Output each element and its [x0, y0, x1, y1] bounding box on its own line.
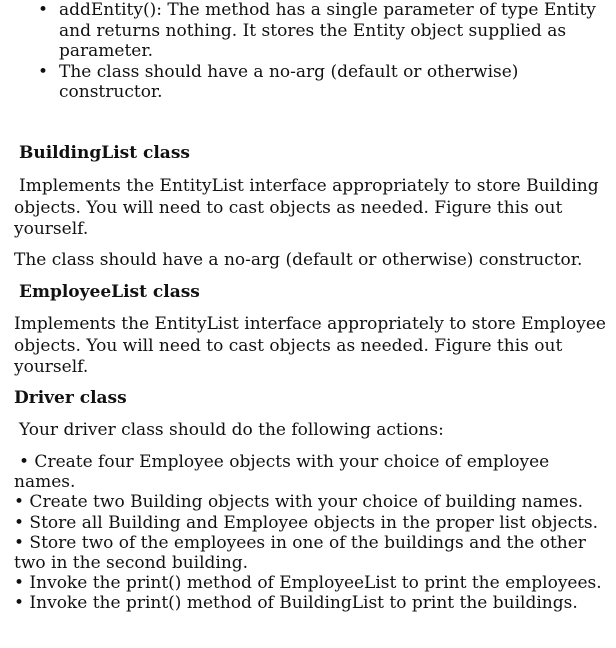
driver-intro: Your driver class should do the following actions: — [19, 420, 444, 440]
action-line: • Invoke the print() method of EmployeeList to print the employees. — [14, 573, 602, 594]
buildinglist-description — [14, 176, 604, 241]
top-bullet-list — [38, 0, 603, 103]
text-line: objects. You will need to cast objects as needed. Figure this out — [14, 335, 563, 356]
text-line: yourself. — [14, 219, 89, 239]
action-line: • Create two Building objects with your choice of building names. — [14, 492, 584, 513]
action-line: • Store all Building and Employee objects in the proper list objects. — [14, 512, 599, 533]
text-line: Implements the EntityList interface appropriately to store Building — [19, 176, 599, 196]
list-item-add-entity — [38, 0, 603, 62]
text-line: • The class should have a no-arg (default or otherwise) — [59, 61, 519, 82]
employeelist-heading: EmployeeList class — [19, 282, 200, 302]
action-line: • Invoke the print() method of BuildingList to print the buildings. — [14, 593, 578, 614]
action-line: names. — [14, 472, 76, 493]
list-item-constructor — [38, 62, 603, 103]
employeelist-description — [14, 314, 604, 379]
action-line: • Create four Employee objects with your choice of employee — [19, 452, 550, 472]
buildinglist-heading: BuildingList class — [19, 143, 190, 163]
text-line: parameter. — [59, 41, 154, 61]
text-line: objects. You will need to cast objects as needed. Figure this out — [14, 197, 563, 218]
text-line: yourself. — [14, 357, 89, 377]
driver-heading: Driver class — [14, 388, 127, 408]
text-line: and returns nothing. It stores the Entity object supplied as — [59, 20, 567, 41]
driver-action-list — [14, 452, 604, 614]
action-line: two in the second building. — [14, 553, 249, 574]
buildinglist-constructor-note: The class should have a no-arg (default or otherwise) constructor. — [14, 250, 583, 270]
text-line: • addEntity(): The method has a single parameter of type Entity — [59, 0, 596, 20]
text-line: Implements the EntityList interface appropriately to store Employee — [14, 314, 606, 334]
text-line: constructor. — [59, 82, 163, 102]
action-line: • Store two of the employees in one of the buildings and the other — [14, 532, 586, 553]
